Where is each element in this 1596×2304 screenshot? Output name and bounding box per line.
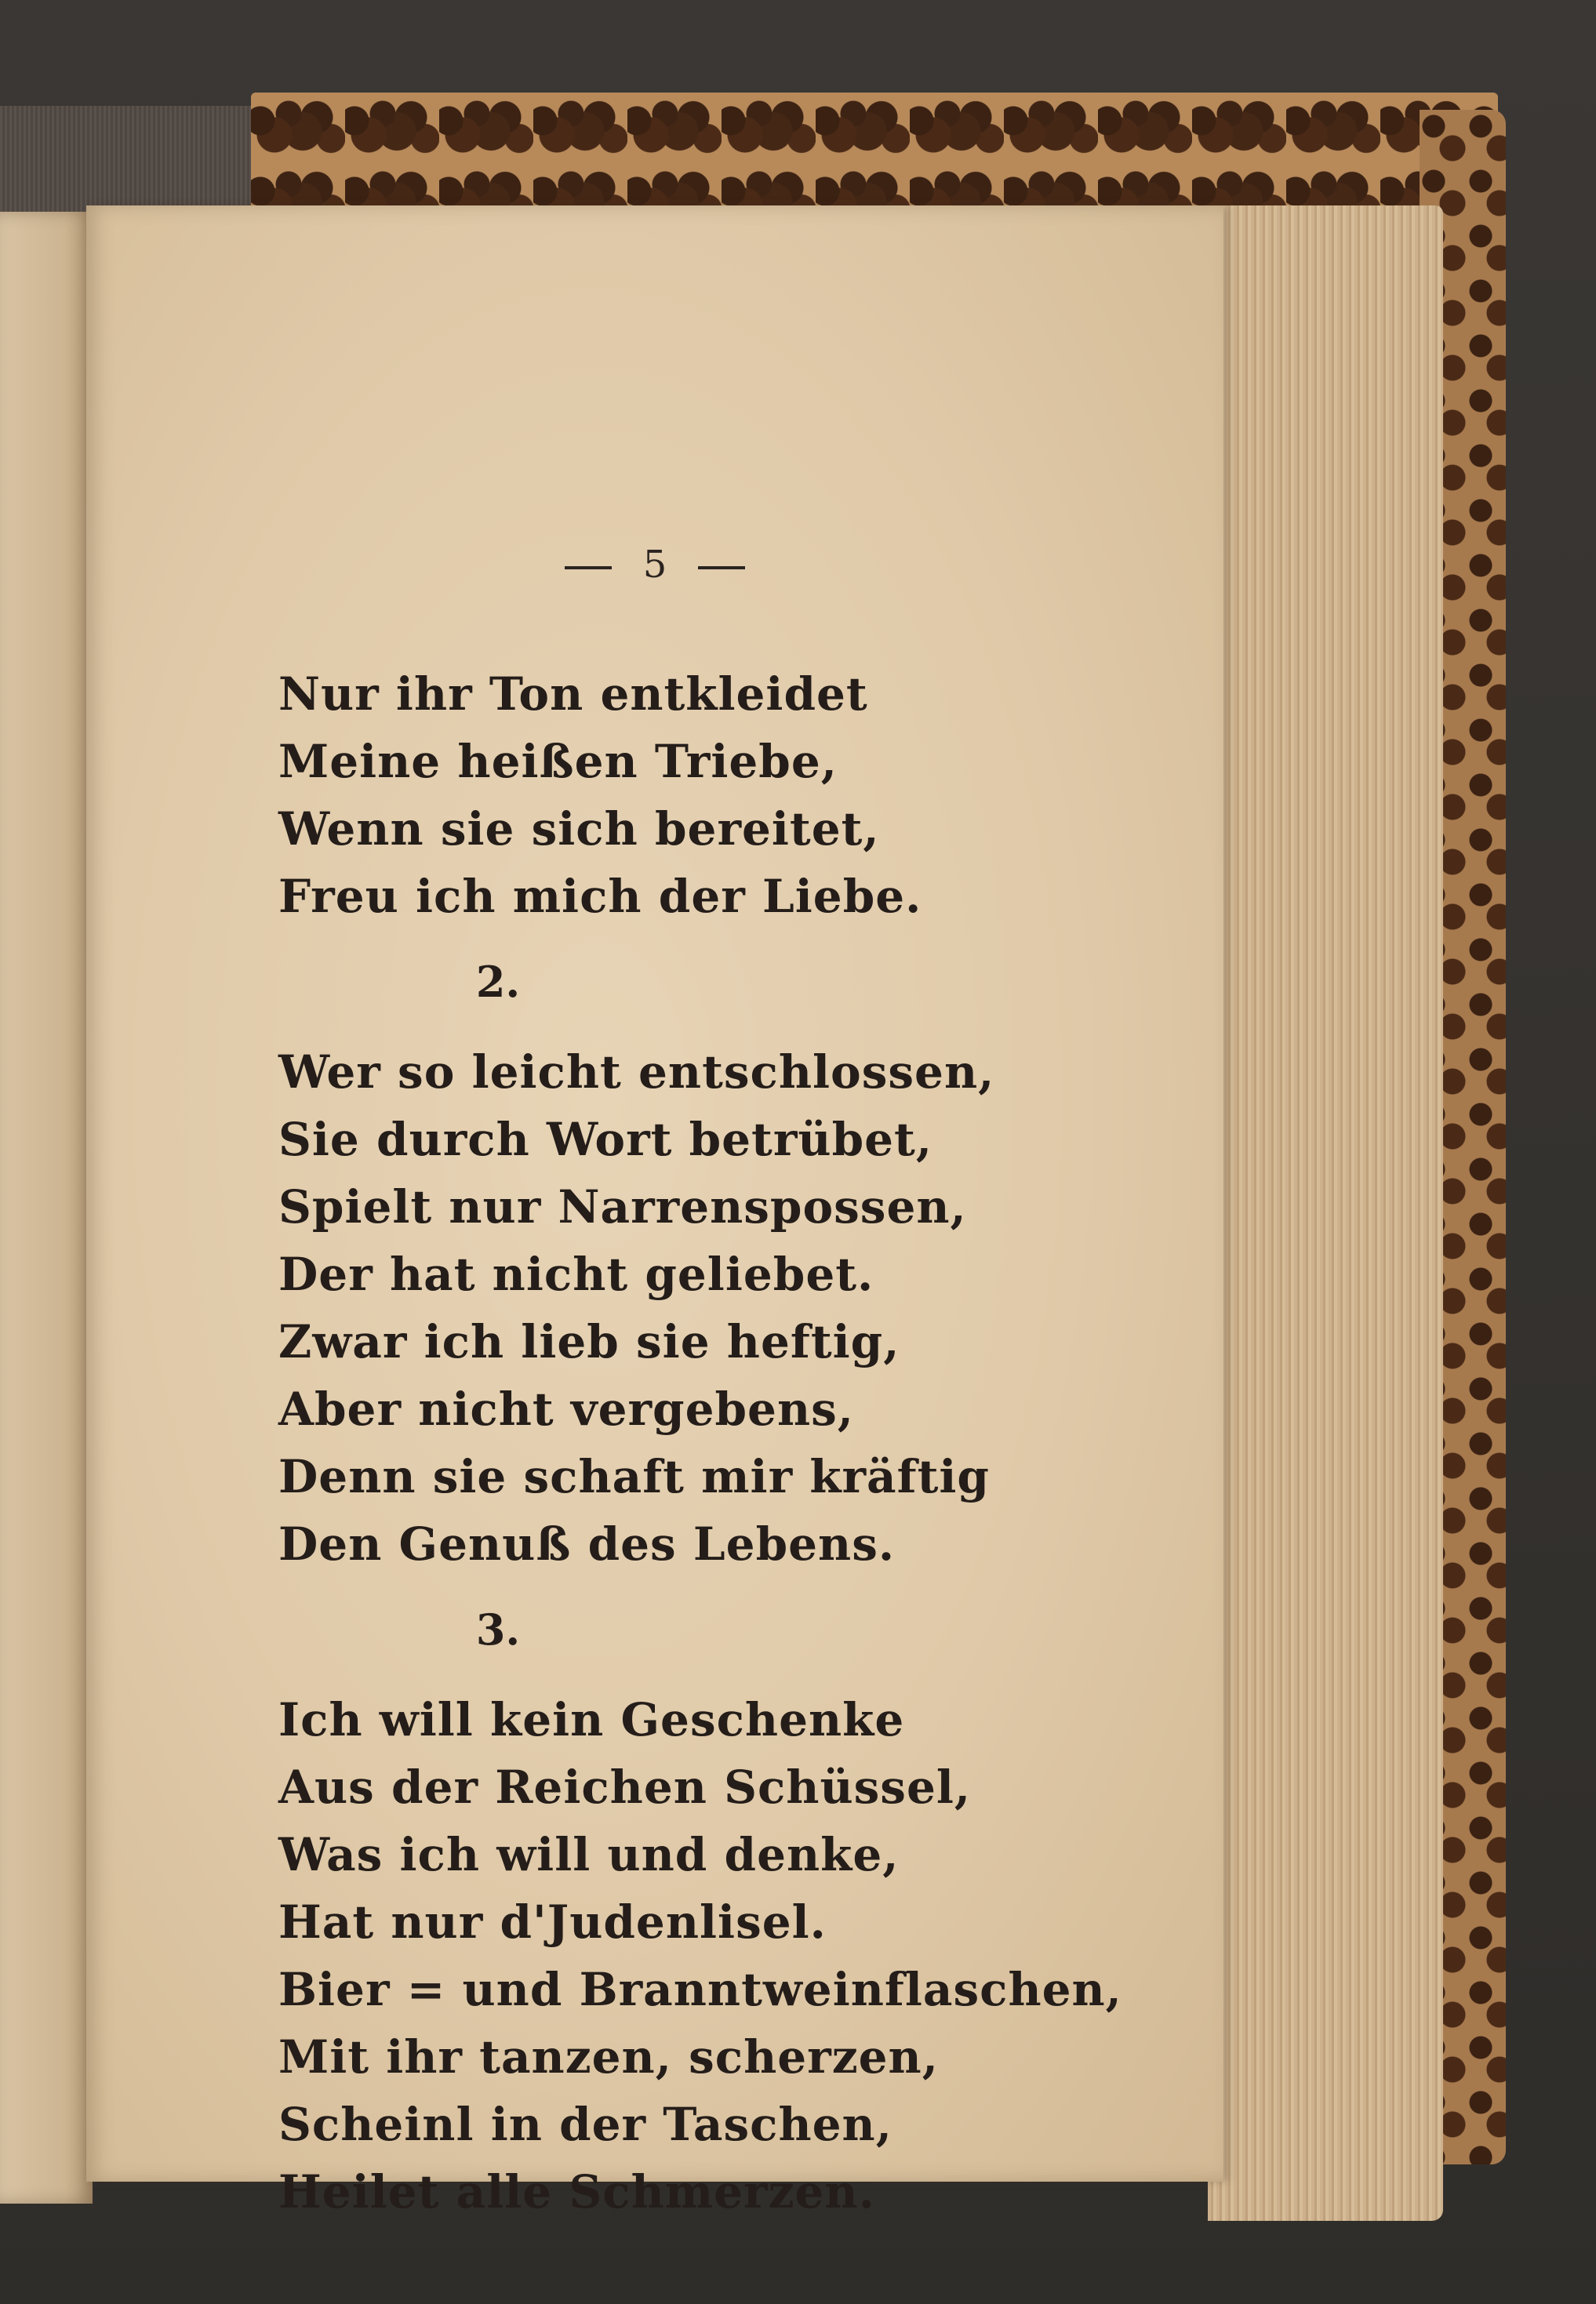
left-page-edge	[0, 212, 93, 2204]
dash-left	[565, 566, 612, 569]
poem-line: Aber nicht vergebens,	[278, 1383, 854, 1436]
poem-line: Zwar ich lieb sie heftig,	[278, 1315, 900, 1368]
poem-line: Ich will kein Geschenke	[278, 1693, 905, 1746]
poem-line: Den Genuß des Lebens.	[278, 1517, 896, 1571]
poem-line: Hat nur d'Judenlisel.	[278, 1895, 827, 1949]
page-stack-edge	[1208, 205, 1443, 2221]
poem-line: Nur ihr Ton entkleidet	[278, 667, 868, 721]
poem-line: Mit ihr tanzen, scherzen,	[278, 2030, 939, 2084]
poem-line: Bier = und Branntweinflaschen,	[278, 1963, 1122, 2016]
book-page	[86, 205, 1223, 2219]
poem-line: Meine heißen Triebe,	[278, 735, 838, 788]
stanza-number: 2.	[475, 957, 521, 1007]
poem-line: Scheinl in der Taschen,	[278, 2098, 893, 2151]
poem-line: Was ich will und denke,	[278, 1828, 900, 1881]
poem-line: Aus der Reichen Schüssel,	[278, 1761, 972, 1814]
stanza-3	[278, 1686, 1180, 2226]
poem-line: Spielt nur Narrenspossen,	[278, 1180, 967, 1234]
stanza-2	[278, 1038, 1180, 1578]
marbled-cover-top	[251, 93, 1498, 218]
page-number	[86, 543, 1223, 587]
dash-right	[698, 566, 745, 569]
poem-text	[278, 660, 1180, 2226]
page-number-text: 5	[642, 543, 667, 587]
poem-line: Freu ich mich der Liebe.	[278, 870, 922, 923]
poem-line: Denn sie schaft mir kräftig	[278, 1450, 990, 1503]
stanza-1	[278, 660, 1180, 930]
poem-line: Wer so leicht entschlossen,	[278, 1045, 995, 1099]
poem-line: Sie durch Wort betrübet,	[278, 1113, 933, 1166]
poem-line: Heilet alle Schmerzen.	[278, 2165, 875, 2219]
poem-line: Wenn sie sich bereitet,	[278, 802, 880, 856]
poem-line: Der hat nicht geliebet.	[278, 1248, 874, 1301]
stanza-number: 3.	[475, 1604, 521, 1655]
